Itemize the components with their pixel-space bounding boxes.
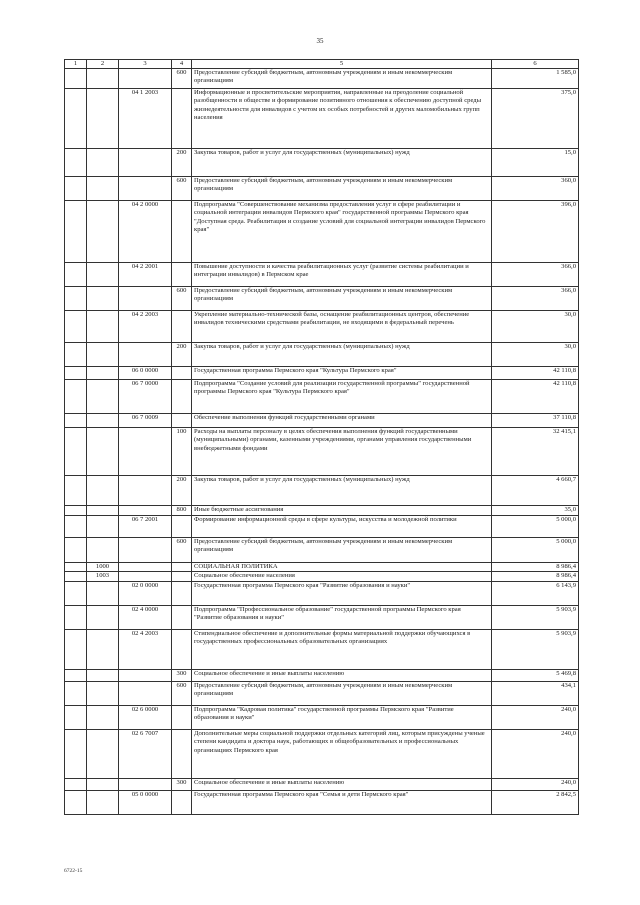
expense-type-cell: 200 [172,149,192,177]
amount-cell: 366,0 [492,263,579,287]
item-name-cell: Социальное обеспечение населения [192,572,492,581]
item-name-cell: Предоставление субсидий бюджетным, автономным учреждениям и иным некоммерческим организациям [192,287,492,311]
item-name-cell: Укрепление материально-технической базы, оснащение реабилитационных центров, обеспечение инвалидов техническими средствами реабилитации, не входящими в федеральный перечень [192,311,492,343]
item-name-cell: Повышение доступности и качества реабилитационных услуг (развитие системы реабилитации и интеграции инвалидов) в Пермском крае [192,263,492,287]
section-code-cell [87,476,119,506]
target-code-cell: 06 7 0009 [119,414,172,428]
table-row [65,790,579,814]
section-code-cell [87,201,119,263]
item-name-cell: СОЦИАЛЬНАЯ ПОЛИТИКА [192,563,492,572]
item-name-cell: Предоставление субсидий бюджетным, автономным учреждениям и иным некоммерческим организациям [192,69,492,89]
table-header-row [65,60,579,69]
target-code-cell [119,669,172,681]
table-row [65,581,579,605]
col1-cell [65,414,87,428]
target-code-cell: 06 7 2001 [119,516,172,538]
target-code-cell [119,287,172,311]
target-code-cell [119,563,172,572]
section-code-cell [87,380,119,414]
item-name-cell: Закупка товаров, работ и услуг для государственных (муниципальных) нужд [192,149,492,177]
target-code-cell: 02 0 0000 [119,581,172,605]
col1-cell [65,681,87,705]
table-row [65,69,579,89]
header-cell: 5 [192,60,492,69]
col1-cell [65,263,87,287]
col1-cell [65,287,87,311]
target-code-cell [119,343,172,367]
item-name-cell: Закупка товаров, работ и услуг для государственных (муниципальных) нужд [192,476,492,506]
target-code-cell [119,476,172,506]
table-row [65,380,579,414]
section-code-cell [87,69,119,89]
section-code-cell: 1003 [87,572,119,581]
amount-cell: 8 986,4 [492,563,579,572]
target-code-cell: 06 0 0000 [119,367,172,380]
col1-cell [65,778,87,790]
target-code-cell: 04 1 2003 [119,89,172,149]
expense-type-cell [172,311,192,343]
target-code-cell [119,506,172,516]
amount-cell: 30,0 [492,311,579,343]
table-row [65,729,579,778]
item-name-cell: Дополнительные меры социальной поддержки отдельных категорий лиц, которым присуждены ученые степени кандидата и доктора наук, работающих в общеобразовательных и профессиональных организациях Пермского края [192,729,492,778]
expense-type-cell [172,605,192,629]
item-name-cell: Предоставление субсидий бюджетным, автономным учреждениям и иным некоммерческим организациям [192,538,492,563]
table-row [65,428,579,476]
amount-cell: 15,0 [492,149,579,177]
item-name-cell: Социальное обеспечение и иные выплаты населению [192,669,492,681]
item-name-cell: Подпрограмма "Кадровая политика" государственной программы Пермского края "Развитие образования и науки" [192,705,492,729]
amount-cell: 240,0 [492,705,579,729]
section-code-cell [87,506,119,516]
table-row [65,367,579,380]
target-code-cell: 02 6 0000 [119,705,172,729]
item-name-cell: Социальное обеспечение и иные выплаты населению [192,778,492,790]
section-code-cell [87,414,119,428]
col1-cell [65,201,87,263]
amount-cell: 1 585,0 [492,69,579,89]
item-name-cell: Подпрограмма "Профессиональное образование" государственной программы Пермского края "Развитие образования и науки" [192,605,492,629]
target-code-cell [119,681,172,705]
amount-cell: 42 110,8 [492,367,579,380]
col1-cell [65,380,87,414]
col1-cell [65,516,87,538]
col1-cell [65,729,87,778]
table-row [65,669,579,681]
target-code-cell: 06 7 0000 [119,380,172,414]
item-name-cell: Государственная программа Пермского края "Семья и дети Пермского края" [192,790,492,814]
amount-cell: 35,0 [492,506,579,516]
section-code-cell [87,629,119,669]
amount-cell: 5 903,9 [492,605,579,629]
expense-type-cell [172,367,192,380]
amount-cell: 2 842,5 [492,790,579,814]
expense-type-cell: 300 [172,669,192,681]
amount-cell: 396,0 [492,201,579,263]
col1-cell [65,506,87,516]
table-row [65,705,579,729]
table-row [65,149,579,177]
table-row [65,311,579,343]
item-name-cell: Подпрограмма "Создание условий для реализации государственной программы" государственной программы Пермского края "Культура Пермского края" [192,380,492,414]
target-code-cell [119,538,172,563]
col1-cell [65,177,87,201]
expense-type-cell: 200 [172,476,192,506]
section-code-cell [87,669,119,681]
expense-type-cell [172,516,192,538]
amount-cell: 37 110,8 [492,414,579,428]
item-name-cell: Подпрограмма "Совершенствование механизма предоставления услуг в сфере реабилитации и социальной интеграции инвалидов Пермского края" государственной программы Пермского края "Доступная среда. Реабилитация и создание условий для социальной интеграции инвалидов Пермского края" [192,201,492,263]
target-code-cell: 05 0 0000 [119,790,172,814]
table-row [65,538,579,563]
section-code-cell [87,581,119,605]
table-row [65,778,579,790]
footer-code: 6722-15 [64,868,83,874]
expense-type-cell: 600 [172,287,192,311]
col1-cell [65,629,87,669]
expense-type-cell: 100 [172,428,192,476]
section-code-cell [87,149,119,177]
item-name-cell: Обеспечение выполнения функций государственными органами [192,414,492,428]
amount-cell: 6 143,9 [492,581,579,605]
expense-type-cell: 200 [172,343,192,367]
item-name-cell: Информационные и просветительские мероприятия, направленные на преодоление социальной разобщенности в обществе и формирование позитивного отношения к обеспечению доступной среды жизнедеятельности для инвалидов с учетом их особых потребностей и других маломобильных групп населения [192,89,492,149]
target-code-cell: 02 6 7007 [119,729,172,778]
target-code-cell: 04 2 2001 [119,263,172,287]
amount-cell: 5 000,0 [492,538,579,563]
header-cell: 6 [492,60,579,69]
expense-type-cell: 300 [172,778,192,790]
table-row [65,287,579,311]
amount-cell: 30,0 [492,343,579,367]
expense-type-cell [172,572,192,581]
table-row [65,201,579,263]
target-code-cell [119,778,172,790]
table-row [65,177,579,201]
section-code-cell [87,790,119,814]
target-code-cell: 02 4 0000 [119,605,172,629]
col1-cell [65,311,87,343]
col1-cell [65,69,87,89]
table-row [65,516,579,538]
section-code-cell [87,287,119,311]
section-code-cell [87,89,119,149]
col1-cell [65,367,87,380]
amount-cell: 366,0 [492,287,579,311]
target-code-cell [119,572,172,581]
section-code-cell [87,311,119,343]
section-code-cell: 1000 [87,563,119,572]
amount-cell: 240,0 [492,778,579,790]
item-name-cell: Предоставление субсидий бюджетным, автономным учреждениям и иным некоммерческим организациям [192,681,492,705]
item-name-cell: Расходы на выплаты персоналу в целях обеспечения выполнения функций государственными (муниципальными) органами, казенными учреждениями, органами управления государственными внебюджетными фондами [192,428,492,476]
expense-type-cell [172,89,192,149]
amount-cell: 4 660,7 [492,476,579,506]
expense-type-cell: 600 [172,681,192,705]
expense-type-cell: 600 [172,538,192,563]
budget-table [64,59,579,815]
item-name-cell: Государственная программа Пермского края "Культура Пермского края" [192,367,492,380]
page-number: 35 [316,37,324,45]
amount-cell: 5 903,9 [492,629,579,669]
expense-type-cell [172,201,192,263]
expense-type-cell: 600 [172,69,192,89]
header-cell: 3 [119,60,172,69]
expense-type-cell [172,380,192,414]
col1-cell [65,705,87,729]
section-code-cell [87,729,119,778]
col1-cell [65,581,87,605]
section-code-cell [87,516,119,538]
item-name-cell: Стипендиальное обеспечение и дополнительные формы материальной поддержки обучающихся в государственных профессиональных образовательных организациях [192,629,492,669]
col1-cell [65,572,87,581]
table-row [65,506,579,516]
amount-cell: 42 110,8 [492,380,579,414]
table-row [65,572,579,581]
target-code-cell [119,428,172,476]
expense-type-cell [172,629,192,669]
section-code-cell [87,343,119,367]
amount-cell: 360,0 [492,177,579,201]
col1-cell [65,538,87,563]
table-row [65,414,579,428]
col1-cell [65,790,87,814]
col1-cell [65,149,87,177]
item-name-cell: Закупка товаров, работ и услуг для государственных (муниципальных) нужд [192,343,492,367]
col1-cell [65,428,87,476]
amount-cell: 434,1 [492,681,579,705]
amount-cell: 5 000,0 [492,516,579,538]
target-code-cell [119,69,172,89]
expense-type-cell [172,563,192,572]
expense-type-cell [172,705,192,729]
col1-cell [65,89,87,149]
table-row [65,629,579,669]
amount-cell: 8 986,4 [492,572,579,581]
expense-type-cell [172,263,192,287]
col1-cell [65,669,87,681]
amount-cell: 5 469,8 [492,669,579,681]
table-row [65,263,579,287]
section-code-cell [87,263,119,287]
amount-cell: 375,0 [492,89,579,149]
col1-cell [65,343,87,367]
section-code-cell [87,367,119,380]
section-code-cell [87,705,119,729]
target-code-cell: 04 2 2003 [119,311,172,343]
expense-type-cell [172,414,192,428]
item-name-cell: Иные бюджетные ассигнования [192,506,492,516]
col1-cell [65,476,87,506]
col1-cell [65,605,87,629]
item-name-cell: Предоставление субсидий бюджетным, автономным учреждениям и иным некоммерческим организациям [192,177,492,201]
target-code-cell: 04 2 0000 [119,201,172,263]
section-code-cell [87,177,119,201]
header-cell: 1 [65,60,87,69]
header-cell: 4 [172,60,192,69]
header-cell: 2 [87,60,119,69]
expense-type-cell: 800 [172,506,192,516]
section-code-cell [87,538,119,563]
section-code-cell [87,778,119,790]
col1-cell [65,563,87,572]
expense-type-cell [172,581,192,605]
table-row [65,681,579,705]
section-code-cell [87,605,119,629]
amount-cell: 32 415,1 [492,428,579,476]
expense-type-cell [172,729,192,778]
section-code-cell [87,428,119,476]
target-code-cell [119,149,172,177]
table-row [65,476,579,506]
expense-type-cell [172,790,192,814]
table-row [65,343,579,367]
table-row [65,89,579,149]
item-name-cell: Государственная программа Пермского края "Развитие образования и науки" [192,581,492,605]
target-code-cell [119,177,172,201]
expense-type-cell: 600 [172,177,192,201]
table-row [65,605,579,629]
target-code-cell: 02 4 2003 [119,629,172,669]
item-name-cell: Формирование информационной среды в сфере культуры, искусства и молодежной политики [192,516,492,538]
amount-cell: 240,0 [492,729,579,778]
section-code-cell [87,681,119,705]
table-row [65,563,579,572]
